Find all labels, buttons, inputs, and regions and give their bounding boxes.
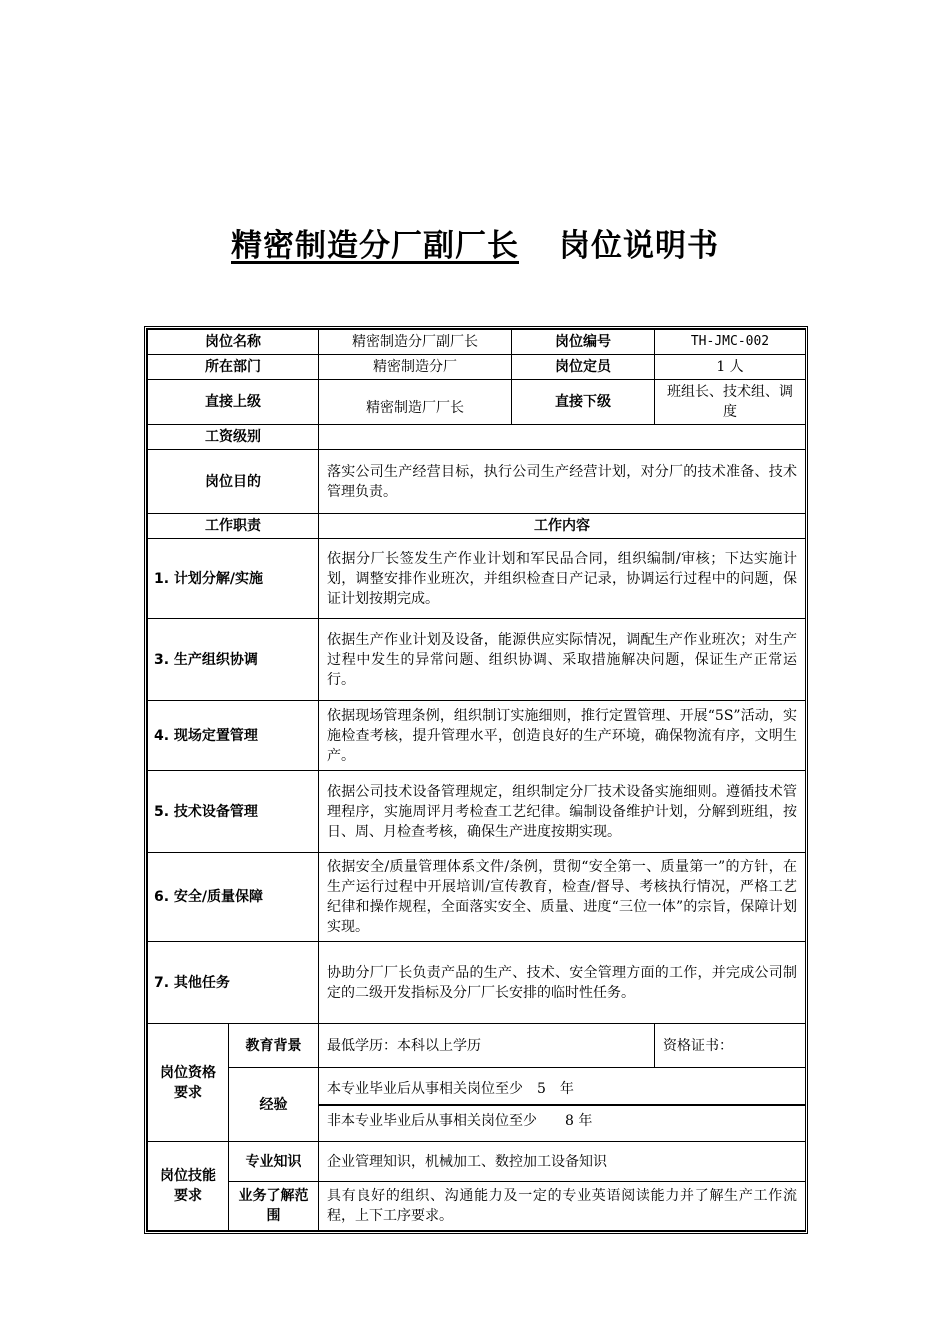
duty-name: 1. 计划分解/实施 xyxy=(148,539,319,619)
duty-row xyxy=(148,853,806,942)
duty-content: 依据安全/质量管理体系文件/条例，贯彻“安全第一、质量第一”的方针，在生产运行过程中开展培训/宣传教育，检查/督导、考核执行情况，严格工艺纪律和操作规程，全面落实安全、质量、进度“三位一体”的宗旨，保障计划实现。 xyxy=(319,853,806,942)
duty-column-header: 工作职责 xyxy=(148,514,319,539)
duty-content: 依据生产作业计划及设备，能源供应实际情况，调配生产作业班次；对生产过程中发生的异常问题、组织协调、采取措施解决问题，保证生产正常运行。 xyxy=(319,619,806,701)
duty-content: 依据现场管理条例，组织制订实施细则，推行定置管理、开展“5S”活动，实施检查考核，提升管理水平，创造良好的生产环境，确保物流有序，文明生产。 xyxy=(319,701,806,771)
subordinate-label: 直接下级 xyxy=(512,380,655,425)
page-title xyxy=(0,220,950,265)
row-superior xyxy=(148,380,806,425)
title-main: 精密制造分厂副厂长 xyxy=(231,228,519,264)
row-salary xyxy=(148,425,806,450)
department-value: 精密制造分厂 xyxy=(319,355,512,380)
duty-content: 协助分厂厂长负责产品的生产、技术、安全管理方面的工作，并完成公司制定的二级开发指标及分厂厂长安排的临时性任务。 xyxy=(319,942,806,1024)
experience-major: 本专业毕业后从事相关岗位至少 5 年 xyxy=(327,1080,574,1097)
subordinate-value: 班组长、技术组、调度 xyxy=(655,380,806,425)
position-code-value: TH-JMC-002 xyxy=(655,330,806,355)
duty-content: 依据公司技术设备管理规定，组织制定分厂技术设备实施细则。遵循技术管理程序，实施周评月考检查工艺纪律。编制设备维护计划，分解到班组，按日、周、月检查考核，确保生产进度按期实现。 xyxy=(319,771,806,853)
skills-group-label: 岗位技能要求 xyxy=(148,1142,229,1231)
headcount-value: 1 人 xyxy=(655,355,806,380)
knowledge-value: 企业管理知识，机械加工、数控加工设备知识 xyxy=(319,1142,806,1182)
business-row xyxy=(148,1182,806,1231)
experience-label: 经验 xyxy=(229,1068,319,1142)
experience-values xyxy=(319,1068,806,1142)
experience-row xyxy=(148,1068,806,1142)
purpose-label: 岗位目的 xyxy=(148,450,319,514)
duty-name: 5. 技术设备管理 xyxy=(148,771,319,853)
position-name-value: 精密制造分厂副厂长 xyxy=(319,330,512,355)
row-purpose xyxy=(148,450,806,514)
qualification-group-label: 岗位资格要求 xyxy=(148,1024,229,1142)
superior-value: 精密制造厂厂长 xyxy=(319,380,512,425)
job-description-table xyxy=(144,326,808,1234)
knowledge-row xyxy=(148,1142,806,1182)
knowledge-label: 专业知识 xyxy=(229,1142,319,1182)
salary-label: 工资级别 xyxy=(148,425,319,450)
duty-name: 4. 现场定置管理 xyxy=(148,701,319,771)
education-row xyxy=(148,1024,806,1068)
duty-row xyxy=(148,771,806,853)
salary-value xyxy=(319,425,806,450)
duties-header-row xyxy=(148,514,806,539)
duty-content: 依据分厂长签发生产作业计划和军民品合同，组织编制/审核；下达实施计划，调整安排作业班次，并组织检查日产记录，协调运行过程中的问题，保证计划按期完成。 xyxy=(319,539,806,619)
position-name-label: 岗位名称 xyxy=(148,330,319,355)
duty-name: 3. 生产组织协调 xyxy=(148,619,319,701)
duty-row xyxy=(148,942,806,1024)
education-value: 最低学历：本科以上学历 xyxy=(319,1024,655,1068)
business-label: 业务了解范围 xyxy=(229,1182,319,1231)
purpose-value: 落实公司生产经营目标，执行公司生产经营计划，对分厂的技术准备、技术管理负责。 xyxy=(319,450,806,514)
duty-name: 7. 其他任务 xyxy=(148,942,319,1024)
position-code-label: 岗位编号 xyxy=(512,330,655,355)
superior-label: 直接上级 xyxy=(148,380,319,425)
duty-name: 6. 安全/质量保障 xyxy=(148,853,319,942)
business-value: 具有良好的组织、沟通能力及一定的专业英语阅读能力并了解生产工作流程，上下工序要求。 xyxy=(319,1182,806,1231)
duty-row xyxy=(148,619,806,701)
certificate-value: 资格证书： xyxy=(655,1024,806,1068)
education-label: 教育背景 xyxy=(229,1024,319,1068)
experience-non-major: 非本专业毕业后从事相关岗位至少 8 年 xyxy=(319,1104,805,1136)
department-label: 所在部门 xyxy=(148,355,319,380)
content-column-header: 工作内容 xyxy=(319,514,806,539)
row-position-name xyxy=(148,330,806,355)
row-department xyxy=(148,355,806,380)
title-suffix: 岗位说明书 xyxy=(559,228,719,264)
duty-row xyxy=(148,539,806,619)
headcount-label: 岗位定员 xyxy=(512,355,655,380)
duty-row xyxy=(148,701,806,771)
